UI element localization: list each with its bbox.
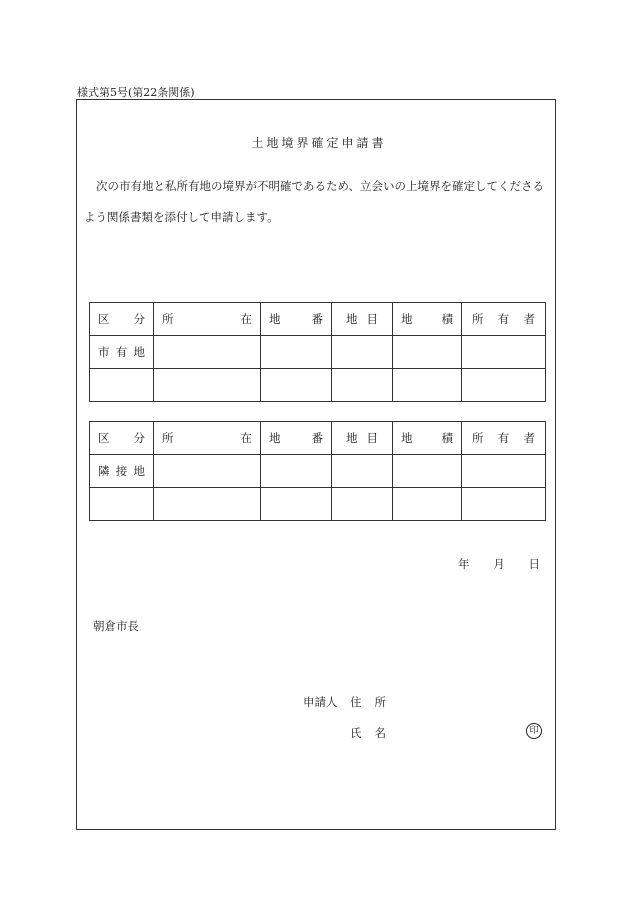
table-header-row [90, 422, 546, 455]
cell-shoyusha[interactable] [462, 369, 546, 402]
cell-chimoku[interactable] [332, 336, 393, 369]
adjacent-land-table [89, 421, 546, 521]
header-chiban: 地 番 [261, 422, 332, 455]
cell-chiseki[interactable] [393, 336, 462, 369]
addressee: 朝倉市長 [93, 619, 139, 633]
header-kubun: 区 分 [90, 303, 154, 336]
cell-chiban[interactable] [261, 455, 332, 488]
cell-shozai[interactable] [154, 455, 261, 488]
document-title: 土地境界確定申請書 [251, 136, 387, 150]
date-day-label: 日 [528, 557, 540, 571]
seal-mark-icon: 印 [526, 723, 542, 739]
cell-shoyusha[interactable] [462, 336, 546, 369]
table-header-row [90, 303, 546, 336]
row-label-adjacent-land: 隣 接 地 [90, 455, 154, 488]
cell-shozai[interactable] [154, 369, 261, 402]
header-chiseki: 地 積 [393, 303, 462, 336]
header-kubun: 区 分 [90, 422, 154, 455]
cell-shoyusha[interactable] [462, 488, 546, 521]
row-label-city-land: 市 有 地 [90, 336, 154, 369]
cell-chiseki[interactable] [393, 455, 462, 488]
name-label: 氏 名 [350, 726, 386, 740]
header-chimoku: 地 目 [332, 422, 393, 455]
date-year-label: 年 [458, 557, 470, 571]
cell-shozai[interactable] [154, 336, 261, 369]
cell-chiban[interactable] [261, 488, 332, 521]
body-text-line-2: よう関係書類を添付して申請します。 [84, 210, 279, 224]
date-month-label: 月 [493, 557, 505, 571]
cell-kubun[interactable] [90, 488, 154, 521]
cell-chiseki[interactable] [393, 369, 462, 402]
table-row [90, 369, 546, 402]
cell-chiseki[interactable] [393, 488, 462, 521]
cell-chiban[interactable] [261, 336, 332, 369]
cell-chiban[interactable] [261, 369, 332, 402]
header-chimoku: 地 目 [332, 303, 393, 336]
form-number-label: 様式第5号(第22条関係) [77, 86, 195, 99]
header-shoyusha: 所 有 者 [462, 303, 546, 336]
cell-shoyusha[interactable] [462, 455, 546, 488]
cell-kubun[interactable] [90, 369, 154, 402]
body-text-line-1: 次の市有地と私所有地の境界が不明確であるため、立会いの上境界を確定してくださる [96, 179, 545, 193]
date-line [458, 556, 540, 572]
cell-chimoku[interactable] [332, 488, 393, 521]
header-shozai: 所 在 [154, 303, 261, 336]
city-land-table [89, 302, 546, 402]
header-chiban: 地 番 [261, 303, 332, 336]
table-row [90, 455, 546, 488]
table-row [90, 488, 546, 521]
table-row [90, 336, 546, 369]
header-shozai: 所 在 [154, 422, 261, 455]
header-shoyusha: 所 有 者 [462, 422, 546, 455]
address-label: 住 所 [350, 695, 386, 709]
header-chiseki: 地 積 [393, 422, 462, 455]
applicant-label: 申請人 [303, 695, 338, 709]
cell-chimoku[interactable] [332, 369, 393, 402]
cell-chimoku[interactable] [332, 455, 393, 488]
cell-shozai[interactable] [154, 488, 261, 521]
